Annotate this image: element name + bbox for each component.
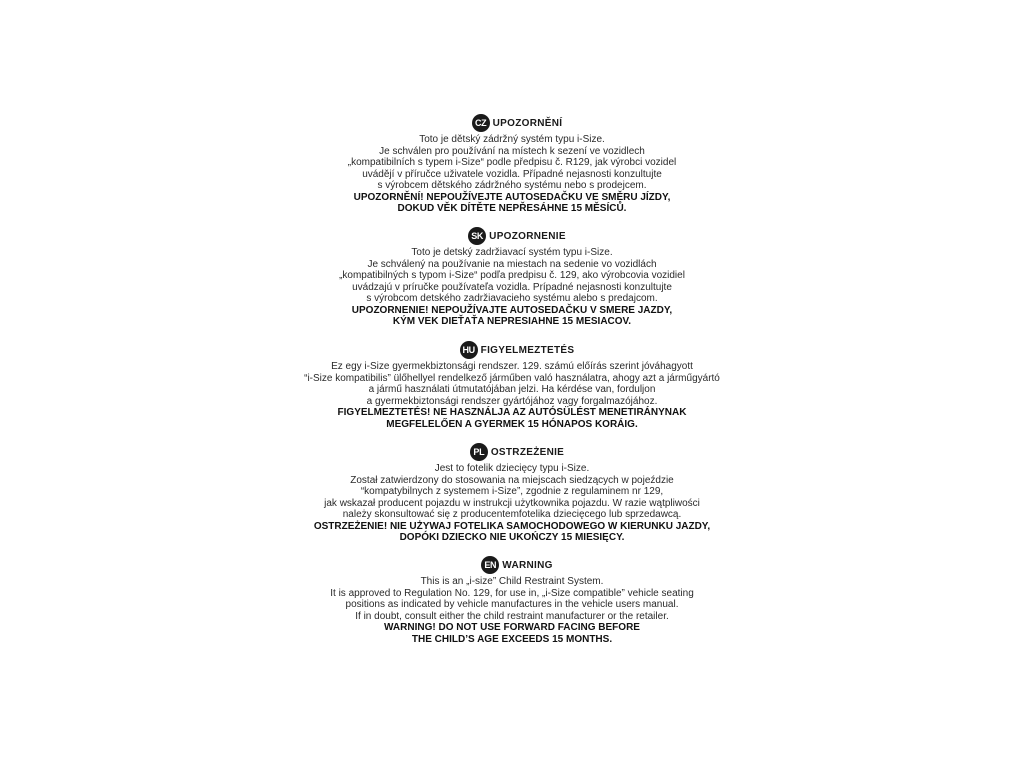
- body-line: positions as indicated by vehicle manufactures in the vehicle users manual.: [345, 599, 679, 610]
- section-sk: [0, 226, 1024, 328]
- language-badge-sk: SK: [468, 227, 486, 245]
- section-heading: UPOZORNĚNÍ: [492, 117, 563, 129]
- warning-line: THE CHILD’S AGE EXCEEDS 15 MONTHS.: [411, 633, 613, 645]
- section-body: [0, 361, 1024, 430]
- section-body: [0, 463, 1024, 544]
- body-line: If in doubt, consult either the child restraint manufacturer or the retailer.: [355, 610, 669, 622]
- body-line: a gyermekbiztonsági rendszer gyártójához vagy forgalmazójához.: [366, 395, 658, 407]
- section-header: [10, 226, 1024, 246]
- section-body: [0, 134, 1024, 215]
- body-line: a jármű használati útmutatójában jelzi. Ha kérdése van, forduljon: [368, 384, 656, 395]
- section-header: [10, 340, 1024, 360]
- section-header: [10, 113, 1024, 133]
- warning-line: FIGYELMEZTETÉS! NE HASZNÁLJA AZ AUTÓSÜLÉST MENETIRÁNYNAK: [337, 407, 687, 418]
- body-line: Został zatwierdzony do stosowania na miejscach siedzących w pojeździe: [350, 474, 674, 486]
- body-line: s výrobcem dětského zádržného systému nebo s prodejcem.: [377, 180, 647, 191]
- warning-line: DOKUD VĚK DÍTĚTE NEPŘESÁHNE 15 MĚSÍCŮ.: [397, 203, 627, 214]
- section-header: [10, 555, 1024, 575]
- section-hu: [0, 340, 1024, 430]
- section-heading: FIGYELMEZTETÉS: [480, 344, 575, 356]
- section-heading: WARNING: [502, 559, 553, 571]
- body-line: “kompatybilnych z systemem i-Size”, zgodnie z regulaminem nr 129,: [360, 486, 664, 497]
- section-body: [0, 576, 1024, 645]
- warning-line: UPOZORNĚNÍ! NEPOUŽÍVEJTE AUTOSEDAČKU VE SMĚRU JÍZDY,: [353, 191, 671, 203]
- body-line: należy skonsultować się z producentemfotelika dziecięcego lub sprzedawcą.: [342, 509, 682, 520]
- section-en: [0, 555, 1024, 645]
- language-badge-hu: HU: [460, 341, 478, 359]
- language-badge-cz: CZ: [472, 114, 490, 132]
- body-line: Je schválený na používanie na miestach na sedenie vo vozidlách: [367, 258, 657, 270]
- warning-line: OSTRZEŻENIE! NIE UŻYWAJ FOTELIKA SAMOCHODOWEGO W KIERUNKU JAZDY,: [313, 520, 711, 532]
- body-line: „kompatibilních s typem i-Size“ podle předpisu č. R129, jak výrobci vozidel: [347, 157, 677, 168]
- section-cz: [0, 113, 1024, 215]
- body-line: uvádzajú v príručke používateľa vozidla. Prípadné nejasnosti konzultujte: [352, 281, 672, 293]
- body-line: uvádějí v příručce uživatele vozidla. Případné nejasnosti konzultujte: [362, 168, 662, 180]
- body-line: “i-Size kompatibilis” ülőhellyel rendelkező járműben való használatra, ahogy azt a járműgyártó: [304, 372, 720, 384]
- body-line: This is an „i-size” Child Restraint System.: [420, 576, 604, 587]
- language-badge-en: EN: [481, 556, 499, 574]
- section-body: [0, 247, 1024, 328]
- body-line: Je schválen pro používání na místech k sezení ve vozidlech: [379, 145, 645, 157]
- body-line: „kompatibilných s typom i-Size“ podľa predpisu č. 129, ako výrobcovia vozidiel: [339, 270, 685, 281]
- section-pl: [0, 442, 1024, 544]
- language-badge-pl: PL: [470, 443, 488, 461]
- section-heading: OSTRZEŻENIE: [490, 446, 565, 458]
- body-line: Jest to fotelik dziecięcy typu i-Size.: [434, 463, 590, 474]
- warning-line: KÝM VEK DIEŤAŤA NEPRESIAHNE 15 MESIACOV.: [392, 316, 632, 327]
- warning-line: MEGFELELŐEN A GYERMEK 15 HÓNAPOS KORÁIG.: [386, 418, 638, 430]
- body-line: jak wskazał producent pojazdu w instrukcji użytkownika pojazdu. W razie wątpliwości: [324, 497, 700, 509]
- warning-line: UPOZORNENIE! NEPOUŽÍVAJTE AUTOSEDAČKU V SMERE JAZDY,: [351, 304, 673, 316]
- body-line: Toto je detský zadržiavací systém typu i-Size.: [411, 247, 613, 258]
- warning-line: WARNING! DO NOT USE FORWARD FACING BEFORE: [384, 622, 640, 633]
- body-line: It is approved to Regulation No. 129, for use in, „i-Size compatible” vehicle seating: [330, 587, 694, 599]
- body-line: s výrobcom detského zadržiavacieho systému alebo s predajcom.: [366, 293, 658, 304]
- body-line: Ez egy i-Size gyermekbiztonsági rendszer. 129. számú előírás szerint jóváhagyott: [331, 361, 693, 372]
- section-heading: UPOZORNENIE: [489, 230, 566, 242]
- body-line: Toto je dětský zádržný systém typu i-Size.: [419, 134, 605, 145]
- section-header: [10, 442, 1024, 462]
- warning-line: DOPÓKI DZIECKO NIE UKOŃCZY 15 MIESIĘCY.: [399, 532, 625, 543]
